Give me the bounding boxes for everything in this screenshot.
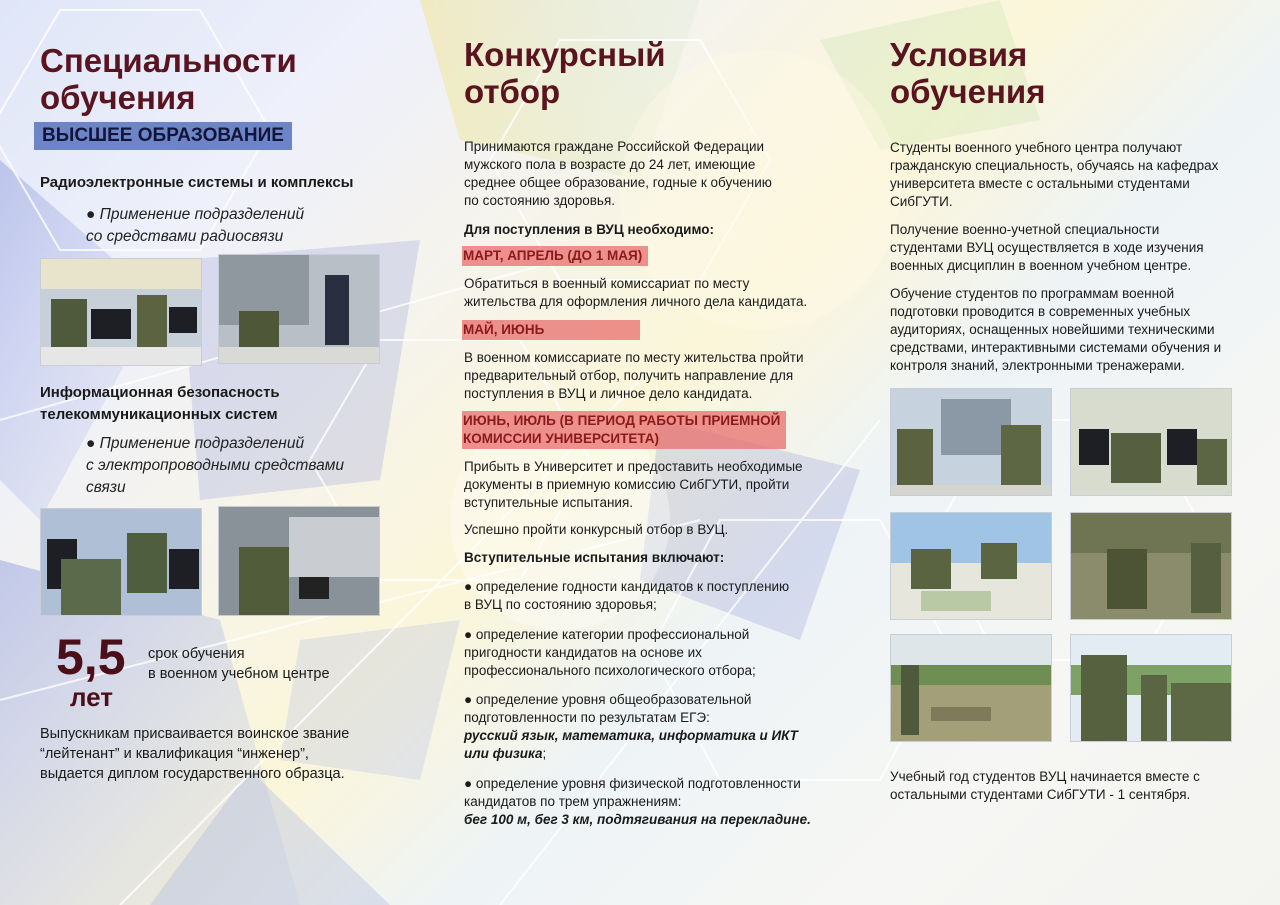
stage1-label	[462, 246, 648, 266]
exam-line: ● определение уровня общеобразовательной	[464, 692, 752, 707]
graduate-line: Выпускникам присваивается воинское звание	[40, 726, 350, 742]
exam-punctuation: ;	[542, 746, 547, 761]
exam-line: подготовленности по результатам ЕГЭ:	[464, 710, 710, 725]
photo-map-class-image	[891, 513, 1051, 619]
para-line: гражданскую специальность, обучаясь на кафедрах	[890, 158, 1219, 173]
footer-line: Учебный год студентов ВУЦ начинается вместе с	[890, 769, 1200, 784]
intro-line: мужского пола в возрасте до 24 лет, имеющие	[464, 157, 756, 172]
exam-line: кандидатов по трем упражнениям:	[464, 794, 682, 809]
title-line: отбор	[464, 73, 561, 110]
conditions-title	[890, 36, 1240, 110]
title-line: обучения	[890, 73, 1046, 110]
stage-line: Обратиться в военный комиссариат по месту	[464, 276, 750, 291]
exam-item-2	[464, 626, 844, 680]
para-line: военных дисциплин в военном учебном центре.	[890, 258, 1192, 273]
photo-field-equipment-image	[1071, 513, 1231, 619]
graduate-line: выдается диплом государственного образца.	[40, 766, 345, 782]
exam-item-1	[464, 578, 844, 614]
photo-map-class	[890, 512, 1052, 620]
success-text: Успешно пройти конкурсный отбор в ВУЦ.	[464, 522, 729, 537]
exams-heading: Вступительные испытания включают:	[464, 550, 725, 565]
duration-unit: лет	[70, 682, 114, 712]
spec1-title: Радиоэлектронные системы и комплексы	[40, 174, 354, 191]
exam-exercises: бег 100 м, бег 3 км, подтягивания на перекладине.	[464, 812, 811, 827]
exam-line: в ВУЦ по состоянию здоровья;	[464, 597, 657, 612]
photo-computer-class-image	[1071, 389, 1231, 495]
graduate-info	[40, 724, 420, 784]
duration-line: срок обучения	[148, 646, 245, 662]
stage-label-text: ИЮНЬ, ИЮЛЬ (В ПЕРИОД РАБОТЫ ПРИЕМНОЙ	[463, 413, 781, 428]
stage2-label	[462, 320, 640, 340]
photo-field-equipment	[1070, 512, 1232, 620]
exam-subjects: или физика	[464, 746, 543, 761]
bullet-line: ● Применение подразделений	[86, 206, 305, 223]
para-line: Обучение студентов по программам военной	[890, 286, 1175, 301]
para-line: Получение военно-учетной специальности	[890, 222, 1160, 237]
stage-line: В военном комиссариате по месту жительства пройти	[464, 350, 804, 365]
photo-equipment-lab	[218, 506, 380, 616]
intro-line: среднее общее образование, годные к обучению	[464, 175, 772, 190]
exam-line: профессионального психологического отбора;	[464, 663, 756, 678]
stage-line: предварительный отбор, получить направление для	[464, 368, 794, 383]
duration-text	[148, 644, 388, 684]
bullet-line: ● Применение подразделений	[86, 435, 305, 452]
photo-radio-class-image	[41, 259, 201, 365]
selection-title	[464, 36, 844, 110]
stage-label-text: КОМИССИИ УНИВЕРСИТЕТА)	[463, 431, 659, 446]
photo-officer-lab-image	[219, 255, 379, 363]
stage-line: поступления в ВУЦ и личное дело кандидата.	[464, 386, 753, 401]
photo-equipment-training	[890, 388, 1052, 496]
para-line: студентами ВУЦ осуществляется в ходе изучения	[890, 240, 1204, 255]
conditions-para-1	[890, 139, 1240, 211]
exam-item-4	[464, 775, 844, 829]
stage1-text	[464, 275, 844, 311]
bullet-line: связи	[86, 479, 126, 496]
photo-officer-lab	[218, 254, 380, 364]
intro-line: по состоянию здоровья.	[464, 193, 616, 208]
stage-line: Прибыть в Университет и предоставить необходимые	[464, 459, 803, 474]
para-line: подготовки проводится в современных учебных	[890, 304, 1191, 319]
photo-equipment-lab-image	[219, 507, 379, 615]
exam-item-3	[464, 691, 844, 763]
photo-equipment-training-image	[891, 389, 1051, 495]
stage-label-text: МАРТ, АПРЕЛЬ (ДО 1 МАЯ)	[462, 246, 648, 266]
title-line: Специальности	[40, 42, 297, 79]
photo-parade-formation	[1070, 634, 1232, 742]
exam-line: пригодности кандидатов на основе их	[464, 645, 702, 660]
photo-headset-class-image	[41, 509, 201, 615]
photo-field-drill	[890, 634, 1052, 742]
title-line: Информационная безопасность	[40, 384, 280, 401]
exam-subjects: русский язык, математика, информатика и ИКТ	[464, 728, 798, 743]
stage-line: документы в приемную комиссию СибГУТИ, пройти	[464, 477, 790, 492]
stage-label-text: МАЙ, ИЮНЬ	[462, 320, 640, 340]
title-line: обучения	[40, 79, 196, 116]
stage3-label	[462, 411, 786, 449]
para-line: аудиториях, оснащенных новейшими техническими	[890, 322, 1215, 337]
para-line: контроля знаний, электронными тренажерами.	[890, 358, 1185, 373]
conditions-para-2	[890, 221, 1240, 275]
spec2-bullet	[86, 433, 416, 499]
intro-line: Принимаются граждане Российской Федерации	[464, 139, 765, 154]
photo-headset-class	[40, 508, 202, 616]
spec2-title	[40, 382, 420, 426]
title-line: Условия	[890, 36, 1028, 73]
bullet-line: с электропроводными средствами	[86, 457, 345, 474]
exam-line: ● определение категории профессиональной	[464, 627, 750, 642]
stage3-text	[464, 458, 844, 512]
para-line: Студенты военного учебного центра получают	[890, 140, 1183, 155]
spec1-bullet	[86, 204, 406, 248]
duration-number: 5,5	[56, 629, 126, 685]
exam-line: ● определение уровня физической подготовленности	[464, 776, 801, 791]
duration-line: в военном учебном центре	[148, 666, 330, 682]
bullet-line: со средствами радиосвязи	[86, 228, 284, 245]
required-heading: Для поступления в ВУЦ необходимо:	[464, 222, 715, 237]
title-line: Конкурсный	[464, 36, 666, 73]
para-line: СибГУТИ.	[890, 194, 953, 209]
badge-label: ВЫСШЕЕ ОБРАЗОВАНИЕ	[34, 122, 292, 150]
para-line: университета вместе с остальными студентами	[890, 176, 1190, 191]
photo-field-drill-image	[891, 635, 1051, 741]
specialties-title	[40, 42, 420, 116]
stage2-text	[464, 349, 844, 403]
selection-intro	[464, 138, 844, 210]
exam-line: ● определение годности кандидатов к поступлению	[464, 579, 790, 594]
stage-line: жительства для оформления личного дела кандидата.	[464, 294, 808, 309]
photo-radio-class	[40, 258, 202, 366]
conditions-para-3	[890, 285, 1240, 375]
photo-computer-class	[1070, 388, 1232, 496]
title-line: телекоммуникационных систем	[40, 406, 278, 423]
higher-education-badge	[34, 122, 292, 150]
stage-line: вступительные испытания.	[464, 495, 634, 510]
graduate-line: “лейтенант” и квалификация “инженер”,	[40, 746, 309, 762]
photo-parade-formation-image	[1071, 635, 1231, 741]
para-line: средствами, интерактивными системами обучения и	[890, 340, 1222, 355]
conditions-footer	[890, 768, 1240, 804]
footer-line: остальными студентами СибГУТИ - 1 сентября.	[890, 787, 1191, 802]
